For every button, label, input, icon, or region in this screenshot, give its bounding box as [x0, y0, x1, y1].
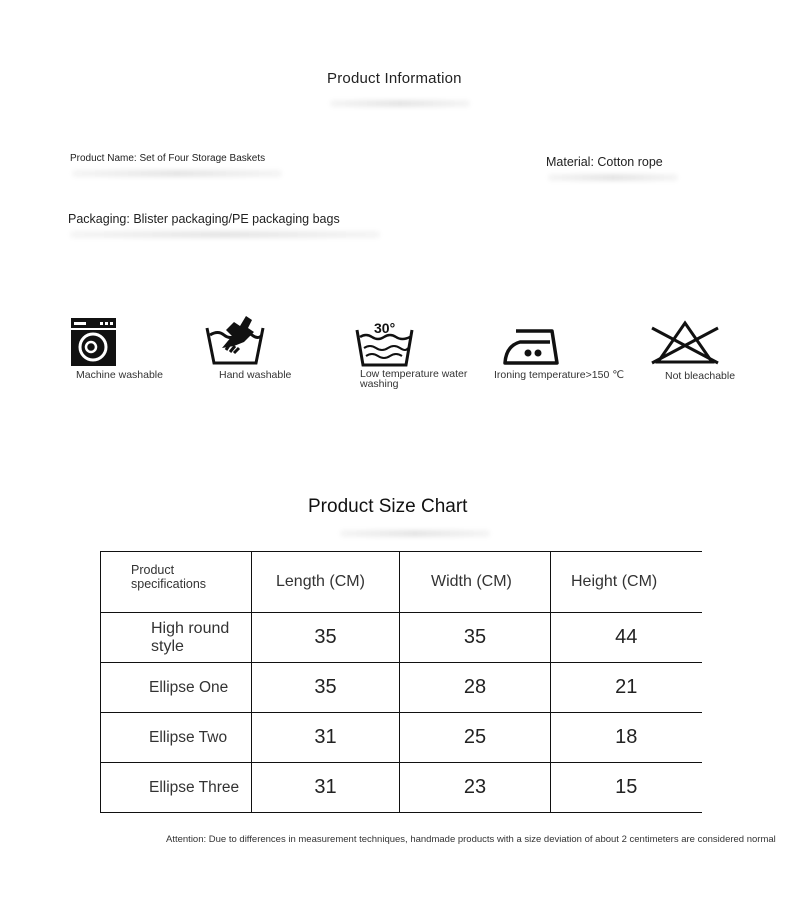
row-name: Ellipse One	[101, 663, 252, 713]
no-bleach-icon	[650, 320, 720, 366]
product-name: Product Name: Set of Four Storage Baskets	[70, 153, 266, 164]
washing-machine-icon	[70, 317, 118, 367]
care-label-hand: Hand washable	[219, 369, 292, 381]
header-length: Length (CM)	[252, 552, 400, 613]
header-width: Width (CM)	[400, 552, 551, 613]
attention-note: Attention: Due to differences in measurement techniques, handmade products with a size deviation of about 2 centimeters are considered normal	[166, 834, 776, 845]
cell-length: 35	[252, 663, 400, 713]
table-row	[101, 663, 702, 713]
cell-height: 18	[551, 713, 702, 763]
cell-height: 44	[551, 613, 702, 663]
wash-temperature: 30°	[374, 320, 396, 336]
cell-width: 35	[400, 613, 551, 663]
product-info-title: Product Information	[327, 70, 462, 87]
blurred-subtitle	[330, 100, 470, 107]
table-row	[101, 763, 702, 813]
row-name: Ellipse Two	[101, 713, 252, 763]
header-specifications: Product specifications	[101, 552, 252, 613]
table-header-row	[101, 552, 702, 613]
blurred-packaging	[70, 231, 380, 238]
size-chart-title: Product Size Chart	[308, 496, 468, 517]
cell-width: 25	[400, 713, 551, 763]
cell-width: 28	[400, 663, 551, 713]
care-label-machine: Machine washable	[76, 369, 163, 381]
packaging: Packaging: Blister packaging/PE packaging bags	[68, 212, 340, 226]
cell-width: 23	[400, 763, 551, 813]
cell-length: 31	[252, 763, 400, 813]
care-label-no-bleach: Not bleachable	[665, 370, 736, 382]
care-label-iron: Ironing temperature>150 ℃	[494, 369, 624, 381]
blurred-product-name	[72, 170, 282, 177]
iron-icon	[502, 328, 560, 366]
table-row	[101, 613, 702, 663]
blurred-material	[548, 174, 678, 181]
cell-length: 35	[252, 613, 400, 663]
blurred-chart-subtitle	[340, 530, 490, 537]
cell-height: 21	[551, 663, 702, 713]
cell-length: 31	[252, 713, 400, 763]
cell-height: 15	[551, 763, 702, 813]
care-label-low-temp: Low temperature water washing	[360, 368, 468, 390]
hand-wash-icon	[204, 308, 266, 366]
row-name: Ellipse Three	[101, 763, 252, 813]
size-table	[100, 551, 702, 813]
material: Material: Cotton rope	[546, 155, 663, 169]
row-name: High round style	[101, 613, 252, 663]
header-height: Height (CM)	[551, 552, 702, 613]
table-row	[101, 713, 702, 763]
